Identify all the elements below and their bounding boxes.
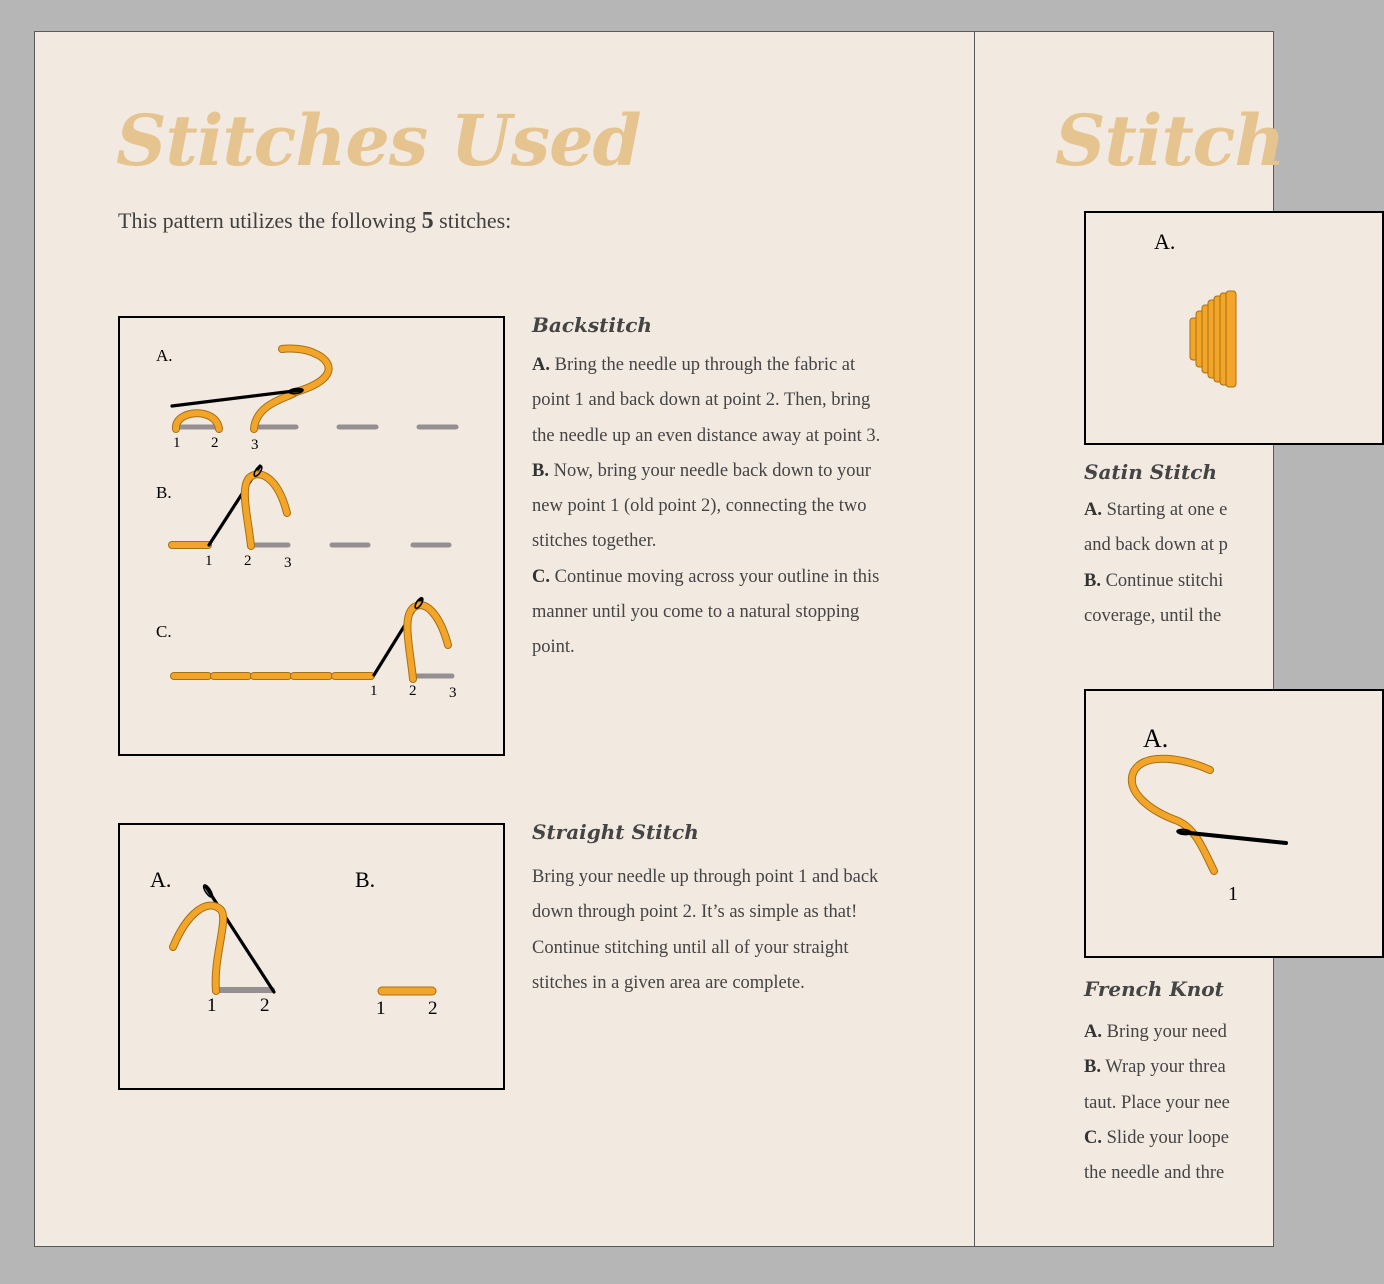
step-text: Continue stitchi <box>1105 570 1224 591</box>
straight-stitch-heading: Straight Stitch <box>532 820 699 844</box>
step-marker: B. <box>1084 570 1101 591</box>
straight-stitch-text: Bring your needle up through point 1 and back down through point 2. It’s as simple as that! Continue stitching until all of your straight stitches in a given area are complete. <box>532 867 879 993</box>
step-marker: A. <box>1084 1022 1102 1042</box>
point-label: 3 <box>284 555 292 571</box>
thread-loop <box>1132 759 1214 871</box>
step-a <box>532 348 892 454</box>
diagram-label-a: A. <box>1154 229 1176 254</box>
point-label: 3 <box>251 437 259 453</box>
backstitch-diagram <box>118 316 505 756</box>
right-page <box>974 31 1285 1247</box>
point-label: 1 <box>207 995 217 1016</box>
step-marker: A. <box>532 355 550 375</box>
step-text: taut. Place your nee <box>1084 1092 1230 1113</box>
point-label: 1 <box>370 683 378 699</box>
straight-stitch-diagram <box>118 823 505 1090</box>
step-c <box>532 560 892 666</box>
step-text: the needle and thre <box>1084 1163 1225 1184</box>
point-label: 3 <box>449 685 457 701</box>
backstitch-instructions <box>532 348 892 666</box>
diagram-label-a: A. <box>156 346 173 365</box>
satin-fill-threads <box>1190 291 1236 387</box>
straight-stitch-illustration <box>120 825 503 1088</box>
satin-stitch-instructions <box>1084 493 1228 634</box>
diagram-label-a: A. <box>150 867 172 892</box>
step-marker: C. <box>1084 1127 1102 1148</box>
step-text: and back down at p <box>1084 535 1228 556</box>
point-label: 1 <box>205 553 213 569</box>
page-title: Stitches Used <box>116 99 641 182</box>
french-knot-diagram <box>1084 689 1384 958</box>
backstitch-illustration <box>120 318 503 754</box>
intro-text <box>118 208 511 235</box>
french-knot-illustration <box>1086 691 1382 956</box>
point-label: 1 <box>1228 883 1238 905</box>
step-text: Slide your loope <box>1106 1127 1229 1148</box>
step-text: coverage, until the <box>1084 605 1222 626</box>
straight-stitch-instructions <box>532 860 892 1001</box>
step-b <box>532 454 892 560</box>
point-label: 1 <box>376 998 386 1019</box>
backstitch-heading: Backstitch <box>532 313 652 337</box>
french-knot-heading: French Knot <box>1084 977 1224 1001</box>
step-marker: B. <box>532 460 549 481</box>
step-text: Now, bring your needle back down to your new point 1 (old point 2), connecting the two stitches together. <box>532 460 871 552</box>
step-text: Starting at one e <box>1106 500 1228 520</box>
diagram-label-a: A. <box>1143 724 1169 753</box>
satin-stitch-heading: Satin Stitch <box>1084 460 1217 484</box>
step-marker: A. <box>1084 500 1102 520</box>
point-label: 1 <box>173 435 181 451</box>
point-label: 2 <box>409 683 417 699</box>
page-title-right: Stitch <box>1055 99 1285 182</box>
step-text: Continue moving across your outline in this manner until you come to a natural stopping point. <box>532 566 880 658</box>
diagram-label-c: C. <box>156 622 172 641</box>
satin-stitch-illustration <box>1086 213 1382 443</box>
step-text: Bring your need <box>1106 1022 1227 1042</box>
french-knot-instructions <box>1084 1015 1230 1191</box>
left-page <box>34 31 975 1247</box>
stitch-count: 5 <box>421 208 434 234</box>
intro-before: This pattern utilizes the following <box>118 208 417 233</box>
step-text: Bring the needle up through the fabric at point 1 and back down at point 2. Then, bring the needle up an even distance away at point 3. <box>532 355 881 446</box>
point-label: 2 <box>211 435 219 451</box>
diagram-label-b: B. <box>156 483 172 502</box>
point-label: 2 <box>260 995 270 1016</box>
intro-after: stitches: <box>439 208 512 233</box>
step-text: Wrap your threa <box>1105 1057 1226 1078</box>
step-marker: C. <box>532 566 550 587</box>
step-marker: B. <box>1084 1057 1101 1078</box>
point-label: 2 <box>428 998 438 1019</box>
diagram-label-b: B. <box>355 867 376 892</box>
satin-stitch-diagram <box>1084 211 1384 445</box>
point-label: 2 <box>244 553 252 569</box>
